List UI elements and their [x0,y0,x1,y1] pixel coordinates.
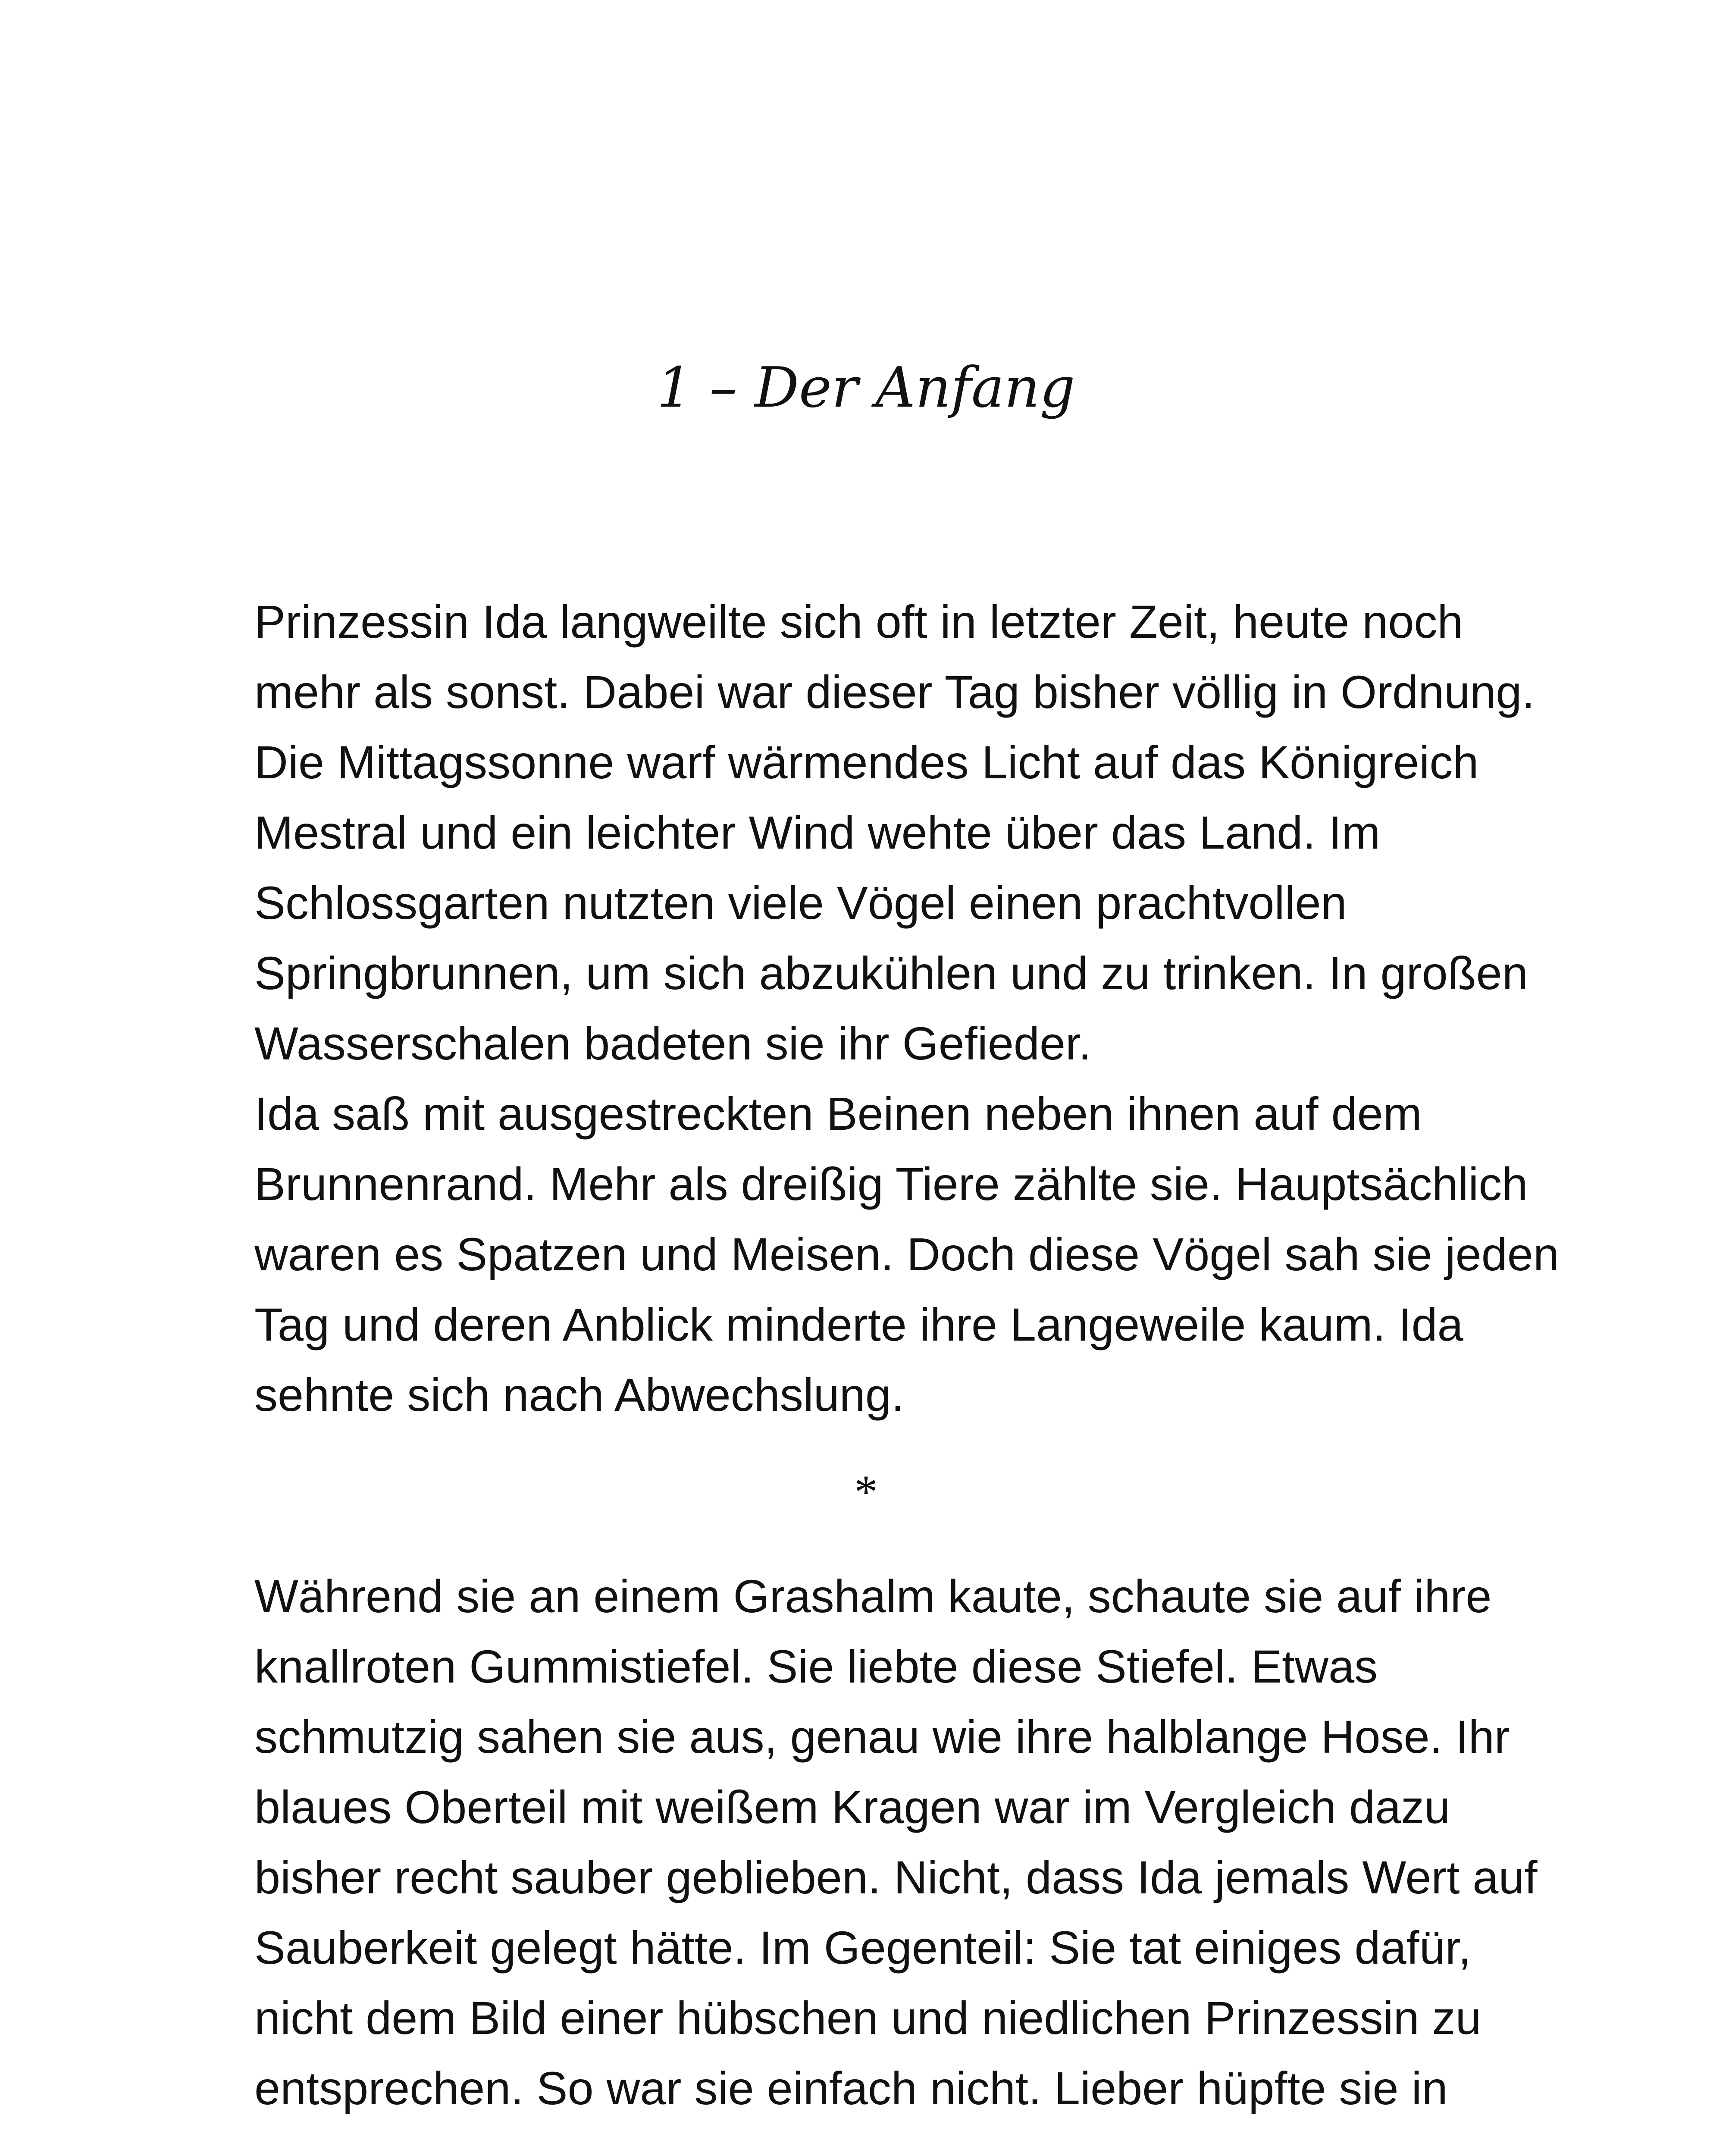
text-line: Schlossgarten nutzten viele Vögel einen prachtvollen [254,877,1347,929]
text-line: blaues Oberteil mit weißem Kragen war im Vergleich dazu [254,1781,1450,1833]
paragraph-block-2 [254,1561,1548,2123]
text-line: Springbrunnen, um sich abzukühlen und zu trinken. In großen [254,947,1528,999]
text-line: Prinzessin Ida langweilte sich oft in letzter Zeit, heute noch [254,595,1463,648]
chapter-title: 1 – Der Anfang [657,356,1075,420]
text-line: waren es Spatzen und Meisen. Doch diese Vögel sah sie jeden [254,1228,1559,1280]
paragraph-block-1 [254,586,1559,1430]
text-line: Sauberkeit gelegt hätte. Im Gegenteil: Sie tat einiges dafür, [254,1921,1471,1974]
text-line: nicht dem Bild einer hübschen und niedlichen Prinzessin zu [254,1992,1481,2044]
text-line: Tag und deren Anblick minderte ihre Langeweile kaum. Ida [254,1298,1463,1351]
text-line: Mestral und ein leichter Wind wehte über das Land. Im [254,806,1381,859]
text-line: Wasserschalen badeten sie ihr Gefieder. [254,1017,1092,1069]
text-line: sehnte sich nach Abwechslung. [254,1369,904,1421]
text-line: mehr als sonst. Dabei war dieser Tag bisher völlig in Ordnung. [254,666,1535,718]
text-line: Brunnenrand. Mehr als dreißig Tiere zählte sie. Hauptsächlich [254,1158,1528,1210]
text-line: bisher recht sauber geblieben. Nicht, dass Ida jemals Wert auf [254,1851,1538,1903]
text-line: schmutzig sahen sie aus, genau wie ihre halblange Hose. Ihr [254,1711,1510,1763]
text-line: Ida saß mit ausgestreckten Beinen neben ihnen auf dem [254,1087,1422,1140]
text-line: entsprechen. So war sie einfach nicht. Lieber hüpfte sie in [254,2062,1448,2114]
text-line: Die Mittagssonne warf wärmendes Licht auf das Königreich [254,736,1479,788]
text-line: knallroten Gummistiefel. Sie liebte diese Stiefel. Etwas [254,1640,1378,1692]
scene-separator: * [854,1466,878,1518]
text-line: Während sie an einem Grashalm kaute, schaute sie auf ihre [254,1570,1492,1622]
